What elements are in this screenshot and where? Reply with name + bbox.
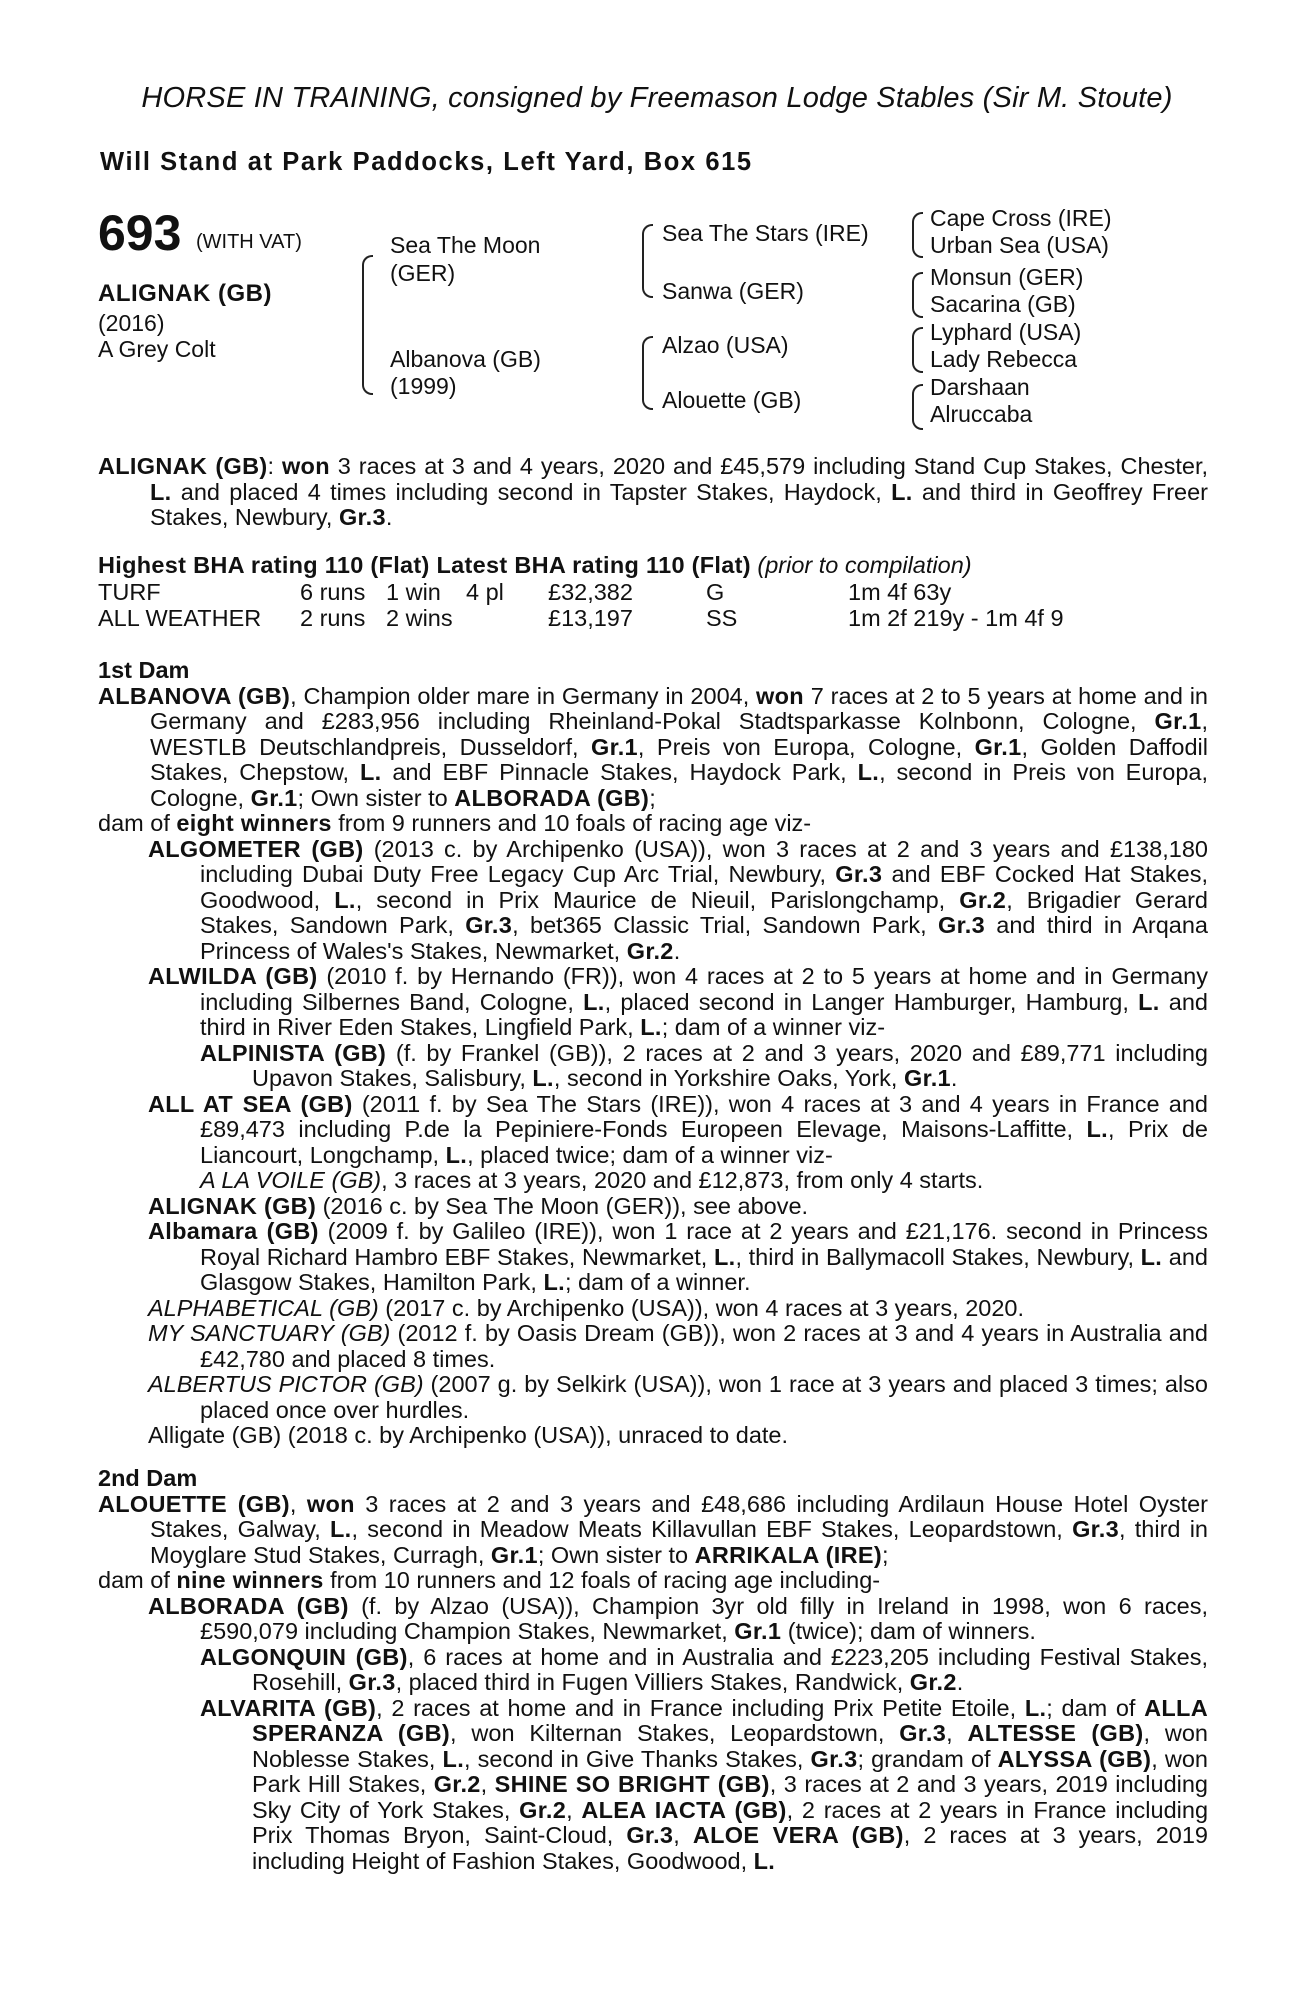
first-dam-produce-line [98, 811, 1208, 837]
group-label: Gr.3 [938, 912, 985, 938]
progeny-name: ALEA IACTA (GB) [581, 1796, 787, 1823]
text: ; dam of a winner viz- [661, 1014, 886, 1040]
progeny-name: ALYSSA (GB) [997, 1745, 1152, 1772]
pedigree-dss: Lyphard (USA) [930, 319, 1082, 345]
listed-label: L. [583, 988, 605, 1015]
pedigree-dds: Darshaan [930, 374, 1030, 400]
page-title: HORSE IN TRAINING, consigned by Freemason Lodge Stables (Sir M. Stoute) [141, 82, 1173, 114]
group-label: Gr.3 [348, 1669, 396, 1695]
group-label: Gr.2 [433, 1771, 481, 1797]
progeny-name: A LA VOILE (GB) [200, 1167, 382, 1193]
text: , second in Meadow Meats Killavullan EBF Stakes, Leopardstown, [351, 1516, 1073, 1542]
listed-label: L. [1024, 1694, 1047, 1721]
second-dam-produce-line [98, 1568, 1208, 1594]
pedigree-brace [642, 336, 653, 410]
won-label: won [306, 1490, 355, 1517]
progeny-name: ALVARITA (GB) [200, 1694, 377, 1721]
progeny-name: ALPINISTA (GB) [200, 1039, 387, 1066]
text: . [956, 1669, 964, 1695]
text: Alligate (GB) (2018 c. by Archipenko (USA)), unraced to date. [148, 1422, 789, 1448]
text: dam of [98, 810, 177, 836]
group-label: Gr.3 [465, 912, 513, 938]
rating-wins: 1 win [386, 579, 441, 605]
horse-description: A Grey Colt [98, 336, 216, 362]
first-dam-paragraph [98, 684, 1208, 812]
progeny-name: SHINE SO BRIGHT (GB) [494, 1771, 770, 1797]
group-label: Gr.3 [1072, 1516, 1119, 1542]
won-label: won [281, 453, 330, 479]
listed-label: L. [753, 1847, 776, 1874]
group-label: Gr.1 [490, 1541, 538, 1568]
pedigree-brace [362, 255, 373, 395]
pedigree-dam: Albanova (GB) [390, 346, 541, 372]
listed-label: L. [1086, 1116, 1108, 1142]
group-label: Gr.1 [974, 733, 1022, 760]
progeny-entry [98, 1194, 1208, 1220]
progeny-name: ALL AT SEA (GB) [148, 1090, 353, 1117]
progeny-name: ALOE VERA (GB) [692, 1822, 904, 1848]
text: , second in Give Thanks Stakes, [464, 1745, 811, 1772]
progeny-name: ALPHABETICAL (GB) [148, 1294, 379, 1321]
text: and third in River Eden Stakes, Lingfield Park, [200, 988, 1209, 1040]
text: ; dam of [1046, 1694, 1145, 1721]
progeny-name: ALGONQUIN (GB) [200, 1643, 408, 1670]
text: (f. by Alzao (USA)), Champion 3yr old filly in Ireland in 1998, won 6 races, £590,079 including Champion Stakes, Newmarket, [200, 1592, 1209, 1644]
progeny-entry [98, 837, 1208, 965]
text: 7 races at 2 to 5 years at home and in Germany and £283,956 including Rheinland-Pokal Stadtsparkasse Kolnbonn, Cologne, [150, 682, 1208, 734]
listed-label: L. [543, 1269, 565, 1295]
group-label: Gr.3 [626, 1822, 674, 1848]
pedigree-dam-year: (1999) [390, 373, 457, 399]
ratings-headline-bold: Highest BHA rating 110 (Flat) Latest BHA rating 110 (Flat) [98, 552, 751, 578]
listed-label: L. [1138, 988, 1160, 1015]
text: (twice); dam of winners. [781, 1618, 1036, 1644]
pedigree-ssd: Urban Sea (USA) [930, 232, 1109, 258]
group-label: Gr.1 [734, 1618, 782, 1644]
pedigree-dam-dam: Alouette (GB) [662, 387, 802, 413]
text: (2016 c. by Sea The Moon (GER)), see above. [316, 1192, 809, 1219]
text: (2010 f. by Hernando (FR)), won 4 races at 2 to 5 years at home and in Germany including Silbernes Band, Cologne, [200, 963, 1208, 1015]
progeny-name: ALTESSE (GB) [967, 1720, 1144, 1746]
pedigree-brace [912, 384, 923, 430]
sister-name: ALBORADA (GB) [454, 784, 650, 811]
group-label: Gr.3 [338, 504, 386, 530]
text: , placed twice; dam of a winner viz- [467, 1141, 833, 1168]
text: , 3 races at 2 and 3 years, 2019 including Sky City of York Stakes, [252, 1771, 1208, 1823]
progeny-entry [98, 1423, 1208, 1449]
listed-label: L. [713, 1243, 736, 1270]
horse-name: ALIGNAK (GB) [98, 280, 272, 307]
text: , [289, 1490, 307, 1517]
progeny-entry [98, 1168, 1208, 1194]
listed-label: L. [442, 1745, 465, 1772]
text: , Preis von Europa, Cologne, [637, 733, 975, 760]
listed-label: L. [1140, 1243, 1163, 1270]
progeny-entry [98, 1696, 1208, 1875]
listed-label: L. [640, 1014, 662, 1040]
text: (2011 f. by Sea The Stars (IRE)), won 4 races at 3 and 4 years in France and £89,473 including P.de la Pepiniere-Fonds Europeen Elevage, Maisons-Laffitte, [200, 1090, 1208, 1142]
sister-name: ARRIKALA (IRE) [694, 1541, 882, 1568]
group-label: Gr.3 [899, 1720, 947, 1746]
text: ; [649, 784, 656, 811]
text: , Golden Daffodil Stakes, Chepstow, [150, 733, 1209, 785]
pedigree-brace [642, 224, 653, 298]
first-dam-section [98, 658, 1208, 1449]
summary-horse-name: ALIGNAK (GB) [98, 453, 268, 479]
progeny-name: ALBERTUS PICTOR (GB) [148, 1371, 424, 1397]
progeny-entry [98, 1092, 1208, 1169]
text: ; [881, 1541, 889, 1568]
group-label: Gr.2 [626, 937, 674, 964]
ratings-note: (prior to compilation) [757, 552, 972, 578]
text: (2007 g. by Selkirk (USA)), won 1 race at 3 years and placed 3 times; also placed once over hurdles. [200, 1371, 1209, 1423]
text: , won Noblesse Stakes, [252, 1720, 1208, 1772]
group-label: Gr.2 [909, 1669, 957, 1695]
progeny-name: ALBORADA (GB) [148, 1592, 349, 1619]
dam-name: ALBANOVA (GB) [98, 682, 291, 709]
text: , Champion older mare in Germany in 2004, [290, 682, 757, 709]
winners-count: nine winners [176, 1567, 324, 1593]
rating-earnings: £13,197 [548, 605, 633, 631]
text: ; Own sister to [537, 1541, 695, 1568]
listed-label: L. [445, 1141, 468, 1168]
progeny-entry [98, 1594, 1208, 1645]
text: , 2 races at 3 years, 2019 including Height of Fashion Stakes, Goodwood, [252, 1822, 1209, 1874]
text: , won Park Hill Stakes, [252, 1745, 1208, 1797]
text: ; Own sister to [297, 784, 455, 811]
pedigree-brace [912, 327, 923, 373]
listed-label: L. [532, 1065, 554, 1091]
group-label: Gr.1 [903, 1065, 951, 1091]
listed-label: L. [857, 759, 880, 785]
vat-label: (WITH VAT) [196, 231, 302, 253]
pedigree-brace [912, 212, 923, 258]
text: (2017 c. by Archipenko (USA)), won 4 races at 3 years, 2020. [378, 1294, 1024, 1321]
summary-text: and third in Geoffrey Freer Stakes, Newbury, [150, 478, 1209, 530]
listed-label: L. [359, 759, 382, 785]
second-dam-section [98, 1466, 1208, 1874]
text: , [946, 1720, 968, 1746]
text: (2012 f. by Oasis Dream (GB)), won 2 races at 3 and 4 years in Australia and £42,780 and placed 8 times. [200, 1320, 1208, 1372]
text: , bet365 Classic Trial, Sandown Park, [512, 912, 939, 938]
rating-runs: 2 runs [300, 605, 366, 631]
rating-runs: 6 runs [300, 579, 366, 605]
pedigree-dam-sire: Alzao (USA) [662, 332, 789, 358]
summary-text: and placed 4 times including second in Tapster Stakes, Haydock, [171, 478, 892, 505]
first-dam-heading: 1st Dam [98, 657, 190, 683]
progeny-entry [98, 1372, 1208, 1423]
text: from 9 runners and 10 foals of racing age viz- [331, 810, 812, 836]
second-dam-heading: 2nd Dam [98, 1465, 198, 1491]
text: , 2 races at 2 years in France including Prix Thomas Bryon, Saint-Cloud, [252, 1796, 1209, 1848]
summary-text: . [385, 504, 393, 530]
progeny-name: ALIGNAK (GB) [148, 1192, 317, 1219]
group-label: Gr.2 [959, 886, 1007, 913]
listed-label: L. [891, 478, 913, 505]
progeny-entry [98, 1219, 1208, 1296]
text: , third in Moyglare Stud Stakes, Curragh, [150, 1516, 1209, 1568]
pedigree-sire: Sea The Moon [390, 232, 541, 258]
text: (f. by Frankel (GB)), 2 races at 2 and 3 years, 2020 and £89,771 including Upavon Stakes, Salisbury, [252, 1039, 1208, 1091]
rating-going: SS [706, 605, 738, 631]
progeny-entry [98, 1296, 1208, 1322]
pedigree-dsd: Lady Rebecca [930, 346, 1078, 372]
text: (2009 f. by Galileo (IRE)), won 1 race at 2 years and £21,176. second in Princess Royal Richard Hambro EBF Stakes, Newmarket, [200, 1218, 1208, 1270]
text: dam of [98, 1567, 177, 1593]
text: and Glasgow Stakes, Hamilton Park, [200, 1243, 1208, 1295]
rating-distance: 1m 2f 219y - 1m 4f 9 [848, 605, 1064, 631]
text: , 2 races at home and in France including Prix Petite Etoile, [376, 1694, 1025, 1721]
rating-wins: 2 wins [386, 605, 453, 631]
rating-placed: 4 pl [466, 579, 504, 605]
pedigree-sss: Cape Cross (IRE) [930, 205, 1112, 231]
text: and third in Arqana Princess of Wales's Stakes, Newmarket, [200, 912, 1208, 964]
text: 3 races at 2 and 3 years and £48,686 including Ardilaun House Hotel Oyster Stakes, Galway, [150, 1490, 1209, 1542]
text: from 10 runners and 12 foals of racing age including- [323, 1567, 881, 1593]
text: , [566, 1796, 582, 1823]
rating-distance: 1m 4f 63y [848, 579, 952, 605]
text: . [950, 1065, 958, 1091]
progeny-name: MY SANCTUARY (GB) [148, 1320, 391, 1346]
group-label: Gr.3 [835, 861, 883, 887]
text: ; grandam of [857, 1745, 998, 1772]
progeny-entry [98, 1321, 1208, 1372]
progeny-name: ALLA SPERANZA (GB) [252, 1694, 1208, 1746]
won-label: won [756, 682, 804, 709]
group-label: Gr.1 [1154, 708, 1202, 734]
text: , [480, 1771, 495, 1797]
progeny-entry [98, 964, 1208, 1041]
horse-year: (2016) [98, 310, 165, 336]
winners-count: eight winners [176, 810, 332, 836]
text: ; dam of a winner. [564, 1269, 751, 1295]
text: , third in Ballymacoll Stakes, Newbury, [735, 1243, 1141, 1270]
text: , 3 races at 3 years, 2020 and £12,873, from only 4 starts. [381, 1167, 984, 1193]
text: , 6 races at home and in Australia and £223,205 including Festival Stakes, Rosehill, [252, 1643, 1208, 1695]
race-summary [98, 454, 1208, 531]
rating-going: G [706, 579, 725, 605]
text: . [673, 937, 681, 964]
text: , second in Prix Maurice de Nieuil, Parislongchamp, [355, 886, 960, 913]
text: , second in Preis von Europa, Cologne, [150, 759, 1208, 811]
listed-label: L. [330, 1516, 352, 1542]
progeny-name: Albamara (GB) [148, 1218, 319, 1244]
listed-label: L. [150, 478, 172, 505]
rating-earnings: £32,382 [548, 579, 633, 605]
text: , placed second in Langer Hamburger, Hamburg, [604, 988, 1139, 1015]
text: and EBF Pinnacle Stakes, Haydock Park, [381, 759, 858, 785]
text: , second in Yorkshire Oaks, York, [553, 1065, 904, 1091]
pedigree-sire-sire: Sea The Stars (IRE) [662, 220, 869, 246]
listed-label: L. [334, 886, 356, 913]
dam-name: ALOUETTE (GB) [98, 1490, 290, 1517]
rating-surface: TURF [98, 579, 161, 605]
pedigree-sdd: Sacarina (GB) [930, 291, 1076, 317]
progeny-name: ALGOMETER (GB) [148, 835, 364, 862]
text: (2013 c. by Archipenko (USA)), won 3 races at 2 and 3 years and £138,180 including Dubai Duty Free Legacy Cup Arc Trial, Newbury, [200, 835, 1208, 887]
text: , placed third in Fugen Villiers Stakes, Randwick, [395, 1669, 910, 1695]
group-label: Gr.1 [590, 733, 638, 760]
progeny-name: ALWILDA (GB) [148, 963, 318, 989]
pedigree-sire-dam: Sanwa (GER) [662, 278, 804, 304]
stand-location: Will Stand at Park Paddocks, Left Yard, Box 615 [100, 148, 753, 176]
text: , Brigadier Gerard Stakes, Sandown Park, [200, 886, 1208, 938]
pedigree-brace [912, 272, 923, 318]
text: , Prix de Liancourt, Longchamp, [200, 1116, 1208, 1168]
ratings-headline [98, 552, 972, 579]
rating-surface: ALL WEATHER [98, 605, 262, 631]
pedigree-sire-country: (GER) [390, 260, 456, 286]
pedigree-ddd: Alruccaba [930, 401, 1033, 427]
group-label: Gr.2 [519, 1796, 567, 1823]
text: , [673, 1822, 693, 1848]
lot-number: 693 [98, 205, 182, 261]
text: , won Kilternan Stakes, Leopardstown, [450, 1720, 900, 1746]
progeny-entry [98, 1041, 1208, 1092]
second-dam-paragraph [98, 1492, 1208, 1569]
progeny-entry [98, 1645, 1208, 1696]
text: and EBF Cocked Hat Stakes, Goodwood, [200, 861, 1208, 913]
group-label: Gr.3 [810, 1745, 858, 1772]
text: , WESTLB Deutschlandpreis, Dusseldorf, [150, 708, 1208, 760]
summary-paragraph: ALIGNAK (GB): won 3 races at 3 and 4 years, 2020 and £45,579 including Stand Cup Stakes, Chester, L. and placed 4 times including second in Tapster Stakes, Haydock, L. and third in Geoffrey Freer Stakes, Newbury, Gr.3. [98, 453, 1209, 530]
group-label: Gr.1 [250, 784, 298, 811]
pedigree-sds: Monsun (GER) [930, 264, 1084, 290]
summary-text: 3 races at 3 and 4 years, 2020 and £45,579 including Stand Cup Stakes, Chester, [329, 453, 1209, 479]
